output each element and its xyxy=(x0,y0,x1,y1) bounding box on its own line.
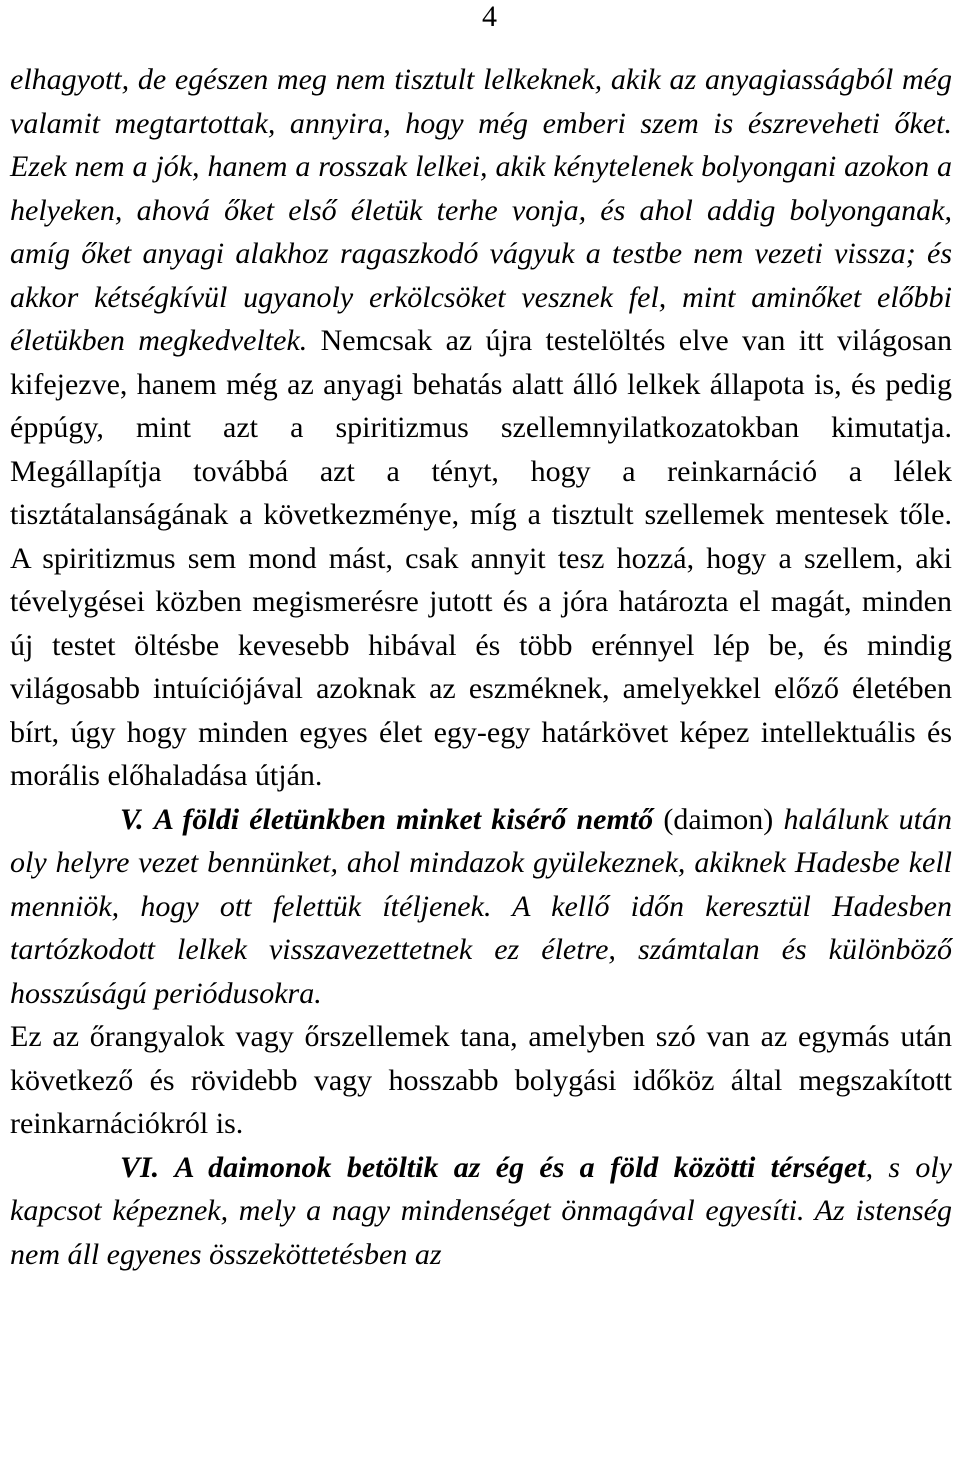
section-v-parenthetical: (daimon) xyxy=(663,802,774,836)
body-text xyxy=(10,58,952,1276)
section-v-heading: A földi életünkben minket kisérő nemtő xyxy=(153,802,654,836)
paragraph-2 xyxy=(10,798,952,1016)
section-v-number: V. xyxy=(120,802,144,836)
paragraph-3 xyxy=(10,1015,952,1146)
section-v-text: halálunk után oly helyre vezet bennünket, ahol mindazok gyülekeznek, akiknek Hadesbe kell menniök, hogy ott felettük ítéljenek. A kellő időn keresztül Hadesben tartózkodott lelkek visszavezettetnek ez életre, számtalan és különböző hosszúságú periódusokra. xyxy=(10,802,952,1010)
section-vi-text: , s oly kapcsot képeznek, mely a nagy mindenséget önmagával egyesíti. Az istenség nem áll egyenes összeköttetésben az xyxy=(10,1150,952,1271)
paragraph-1-roman-text: Nemcsak az újra testelöltés elve van itt világosan kifejezve, hanem még az anyagi behatás alatt álló lelkek állapota is, és pedig éppúgy, mint azt a spiritizmus szellemnyilatkozatokban kimutatja. Megállapítja továbbá azt a tényt, hogy a reinkarnáció a lélek tisztátalanságának a következménye, míg a tisztult szellemek mentesek tőle. A spiritizmus sem mond mást, csak annyit tesz hozzá, hogy a szellem, aki tévelygései közben megismerésre jutott és a jóra határozta el magát, minden új testet öltésbe kevesebb hibával és több erénnyel lép be, és mindig világosabb intuíciójával azoknak az eszméknek, amelyekkel előző életében bírt, úgy hogy minden egyes élet egy-egy határkövet képez intellektuális és morális előhaladása útján. xyxy=(10,324,952,792)
page-number: 4 xyxy=(482,0,497,33)
section-vi-heading: A daimonok betöltik az ég és a föld közötti térséget xyxy=(174,1150,866,1184)
document-page xyxy=(10,0,952,1464)
paragraph-4 xyxy=(10,1146,952,1277)
section-vi-number: VI. xyxy=(120,1150,160,1184)
paragraph-3-text: Ez az őrangyalok vagy őrszellemek tana, amelyben szó van az egymás után következő és rövidebb vagy hosszabb bolygási időköz által megszakított reinkarnációkról is. xyxy=(10,1020,952,1140)
paragraph-1 xyxy=(10,58,952,798)
paragraph-1-italic-text: elhagyott, de egészen meg nem tisztult lelkeknek, akik az anyagiasságból még valamit megtartottak, annyira, hogy még emberi szem is észreveheti őket. Ezek nem a jók, hanem a rosszak lelkei, akik kénytelenek bolyongani azokon a helyeken, ahová őket első életük terhe vonja, és ahol addig bolyonganak, amíg őket anyagi alakhoz ragaszkodó vágyuk a testbe nem vezeti vissza; és akkor kétségkívül ugyanoly erkölcsöket vesznek fel, mint aminőket előbbi életükben megkedveltek. xyxy=(10,63,952,357)
